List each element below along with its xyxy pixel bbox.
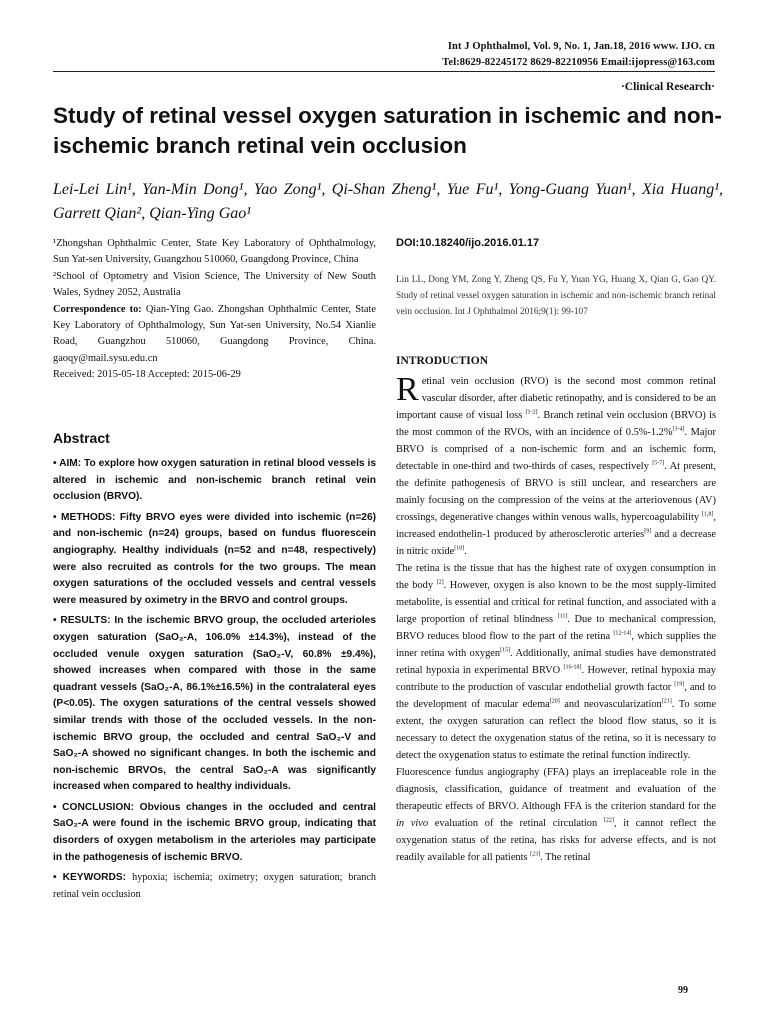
citation-ref[interactable]: [15] [500, 647, 511, 654]
correspondence-label: Correspondence to: [53, 303, 142, 315]
intro-p2-text: The retina is the tissue that has the highest rate of oxygen consumption in the body [396, 563, 716, 591]
journal-header: Int J Ophthalmol, Vol. 9, No. 1, Jan.18, 2016 www. IJO. cn [447, 41, 715, 52]
citation-ref[interactable]: [1-2] [525, 409, 538, 416]
citation-ref[interactable]: [19] [674, 681, 685, 688]
abstract-body [53, 456, 376, 907]
intro-p1-text: . Major BRVO is comprised of a non-ischemic form and an ischemic form, detectable in one-third and two-thirds of cases, respectively [396, 427, 717, 472]
citation-ref[interactable]: [9] [644, 528, 652, 535]
intro-p2-text: , which supplies the inner retina with oxygen [396, 631, 717, 659]
citation-ref[interactable]: [11] [557, 613, 568, 620]
intro-paragraph-2 [396, 560, 716, 764]
abstract-keywords [53, 870, 376, 903]
header-rule [53, 71, 715, 72]
intro-p1-text: . At present, the definite pathogenesis of BRVO is still unclear, and researchers are mainly focusing on the compression of the veins at the arteriovenous (AV) crossings, degenerative changes within venous walls, hypercoagulability [396, 461, 717, 523]
citation-ref[interactable]: [2] [436, 579, 444, 586]
intro-p2-text: . Due to mechanical compression, BRVO reduces blood flow to the part of the retina [396, 614, 716, 642]
abstract-conclusion: • CONCLUSION: Obvious changes in the occluded and central SaO₂-A were found in the ischemic BRVO group, indicating that disorders of oxygen metabolism in the arterioles may participate in the pathogenesis of ischemic BRVO. [53, 801, 376, 863]
intro-p1-text: and a decrease in nitric oxide [396, 529, 717, 557]
article-title: Study of retinal vessel oxygen saturation in ischemic and non-ischemic branch retinal vein occlusion [53, 103, 722, 158]
intro-p3-text: . The retinal [540, 852, 591, 863]
citation-text: Lin LL, Dong YM, Zong Y, Zheng QS, Fu Y, Yuan YG, Huang X, Qian G, Gao QY. Study of retinal vessel oxygen saturation in ischemic and non-ischemic branch retinal vein occlusion. Int J Ophthalmol 2016;9(1): 99-107 [396, 275, 716, 317]
affiliations [53, 236, 376, 384]
contact-header: Tel:8629-82245172 8629-82210956 Email:ijopress@163.com [442, 57, 715, 68]
citation-ref[interactable]: [5-7] [652, 460, 665, 467]
intro-p1-text: etinal vein occlusion (RVO) is the second most common retinal vascular disorder, after diabetic retinopathy, and is considered to be an important cause of visual loss [396, 376, 716, 421]
intro-paragraph-3 [396, 764, 716, 866]
correspondence-text: Qian-Ying Gao. Zhongshan Ophthalmic Center, State Key Laboratory of Ophthalmology, Sun Yat-sen University, No.54 Xianlie Road, Guangzhou 510060, Guangdong Province, China. gaoqy@mail.sysu.edu.cn [53, 303, 376, 364]
correspondence [53, 302, 376, 368]
intro-p2-text: . Additionally, animal studies have demonstrated retinal hypoxia in experimental BRVO [396, 648, 716, 676]
citation-ref[interactable]: [23] [530, 851, 541, 858]
citation-ref[interactable]: [3-4] [672, 426, 685, 433]
intro-paragraph-1 [396, 373, 716, 560]
intro-p1-text: , increased endothelin-1 produced by atherosclerotic arteries [396, 512, 716, 540]
intro-p1-text: . [464, 546, 467, 557]
intro-p3-text: evaluation of the retinal circulation [428, 818, 604, 829]
section-label: ·Clinical Research· [620, 81, 715, 93]
abstract-results: • RESULTS: In the ischemic BRVO group, the occluded arterioles oxygen saturation (SaO₂-A, 106.0% ±14.3%), instead of the occluded venule oxygen saturation (SaO₂-V, 60.8% ±9.4%), showed increases when compared with those in the same quadrant vessels (SaO₂-A, 86.1%±16.5%) in the contralateral eyes (P<0.05). The oxygen saturations of the central vessels showed similar trends with those of the occluded vessels. In the non-ischemic BRVO group, the occluded and central SaO₂-V and SaO₂-A showed no significant changes. In both the ischemic and non-ischemic BRVOs, the central SaO₂-A was significantly increased when compared to healthy individuals. [53, 615, 376, 793]
intro-p3-italic: in vivo [396, 818, 429, 829]
citation-ref[interactable]: [1,8] [701, 511, 714, 518]
citation-ref[interactable]: [20] [549, 698, 560, 705]
doi-link[interactable]: DOI:10.18240/ijo.2016.01.17 [396, 237, 540, 249]
intro-p2-text: . However, oxygen is also known to be the most supply-limited metabolite, is essential and critical for retinal function, and associated with a large proportion of retinal blindness [396, 580, 717, 625]
intro-p1-text: . Branch retinal vein occlusion (BRVO) is the most common of the RVOs, with an incidence of 0.5%-1.2% [396, 410, 716, 438]
introduction-heading: INTRODUCTION [396, 355, 489, 367]
author-list: Lei-Lei Lin¹, Yan-Min Dong¹, Yao Zong¹, Qi-Shan Zheng¹, Yue Fu¹, Yong-Guang Yuan¹, Xia Huang¹, Garrett Qian², Qian-Ying Gao¹ [53, 181, 723, 222]
citation-ref[interactable]: [22] [603, 817, 614, 824]
intro-p3-text: , it cannot reflect the oxygenation status of the retina, has risks for adverse effects, and is not readily available for all patients [396, 818, 716, 863]
abstract-aim: • AIM: To explore how oxygen saturation in retinal blood vessels is altered in ischemic and non-ischemic branch retinal vein occlusion (BRVO). [53, 458, 376, 503]
citation-ref[interactable]: [16-18] [563, 664, 582, 671]
keywords-text: hypoxia; ischemia; oximetry; oxygen saturation; branch retinal vein occlusion [53, 872, 377, 900]
intro-p2-text: and neovascularization [559, 699, 662, 710]
citation-ref[interactable]: [21] [661, 698, 672, 705]
intro-p3-text: Fluorescence fundus angiography (FFA) plays an irreplaceable role in the diagnosis, classification, guidance of treatment and evaluation of the therapeutic effects of BRVO. Although FFA is the criterion standard for the [396, 767, 716, 812]
intro-p2-text: . To some extent, the oxygen saturation can reflect the blood flow status, so it is necessary to detect the oxygenation status of the retina, so it is necessary to detect the oxygenation status to estimate the retinal function indirectly. [396, 699, 716, 761]
abstract-heading: Abstract [53, 430, 110, 446]
affiliation-2: ²School of Optometry and Vision Science, The University of New South Wales, Sydney 2052, Australia [53, 270, 376, 299]
citation-ref[interactable]: [12-14] [613, 630, 632, 637]
citation-ref[interactable]: [10] [454, 545, 465, 552]
intro-p2-text: . However, retinal hypoxia may contribute to the production of vascular endothelial growth factor [396, 665, 716, 693]
drop-cap: R [396, 371, 419, 408]
affiliation-1: ¹Zhongshan Ophthalmic Center, State Key Laboratory of Ophthalmology, Sun Yat-sen University, Guangzhou 510060, Guangdong Province, China [53, 238, 376, 266]
keywords-label: • KEYWORDS: [53, 872, 133, 884]
introduction-body [396, 373, 716, 866]
intro-p2-text: , and to the development of macular edema [396, 682, 716, 710]
abstract-methods: • METHODS: Fifty BRVO eyes were divided into ischemic (n=26) and non-ischemic (n=24) groups, based on fundus fluorescein angiography. Healthy individuals (n=52 and n=48, respectively) were also recruited as controls for the two groups. The mean oxygen saturations of the occluded vessels and central vessels were measured by oximetry in the BRVO and control groups. [53, 511, 376, 606]
received-accepted: Received: 2015-05-18 Accepted: 2015-06-29 [53, 369, 241, 381]
page-number: 99 [678, 985, 688, 996]
